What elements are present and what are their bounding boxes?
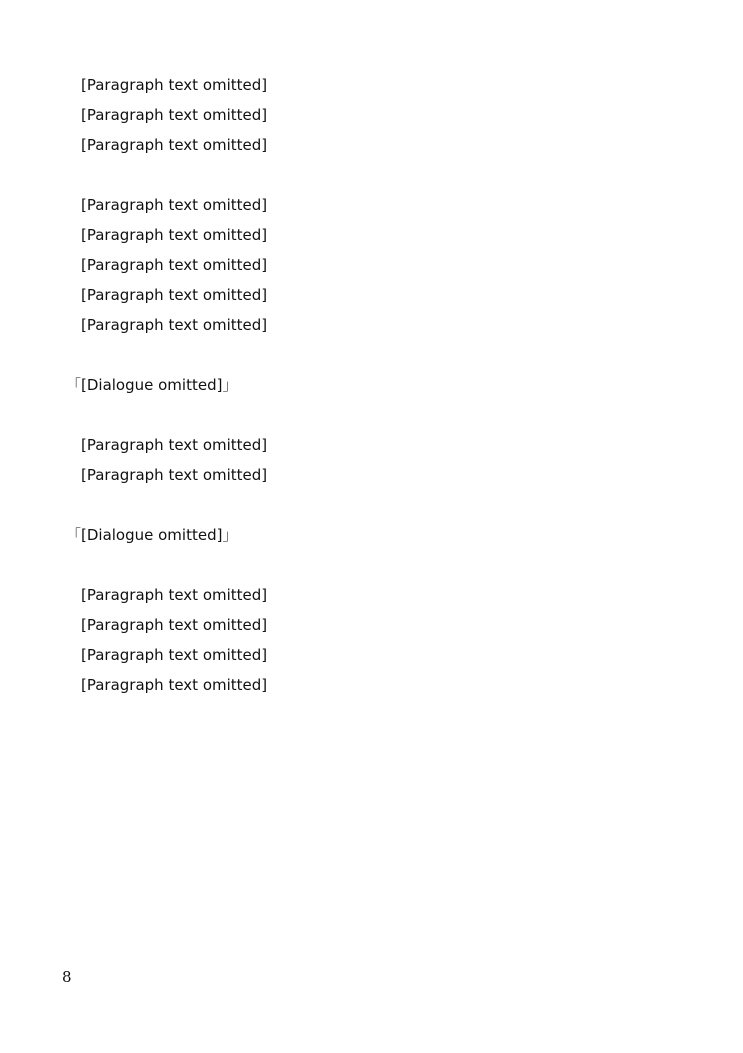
paragraph-gap	[66, 550, 686, 580]
document-body	[66, 70, 686, 700]
paragraph-gap	[66, 340, 686, 370]
paragraph: [Paragraph text omitted]	[81, 586, 268, 604]
paragraph: [Paragraph text omitted]	[81, 616, 268, 634]
paragraph: [Paragraph text omitted]	[81, 646, 268, 664]
paragraph: [Paragraph text omitted]	[81, 196, 268, 214]
paragraph: [Paragraph text omitted]	[81, 256, 268, 274]
paragraph-gap	[66, 400, 686, 430]
paragraph-gap	[66, 160, 686, 190]
paragraph: [Paragraph text omitted]	[81, 286, 268, 304]
paragraph: [Paragraph text omitted]	[81, 76, 268, 94]
paragraph: [Paragraph text omitted]	[81, 676, 268, 694]
paragraph: [Paragraph text omitted]	[81, 466, 268, 484]
paragraph: [Paragraph text omitted]	[81, 136, 268, 154]
paragraph: [Paragraph text omitted]	[81, 106, 268, 124]
paragraph-gap	[66, 490, 686, 520]
paragraph: [Paragraph text omitted]	[81, 316, 268, 334]
paragraph: [Paragraph text omitted]	[81, 436, 268, 454]
dialogue-line: 「[Dialogue omitted]」	[66, 376, 238, 394]
dialogue-line: 「[Dialogue omitted]」	[66, 526, 238, 544]
paragraph: [Paragraph text omitted]	[81, 226, 268, 244]
page-number: 8	[62, 968, 72, 986]
